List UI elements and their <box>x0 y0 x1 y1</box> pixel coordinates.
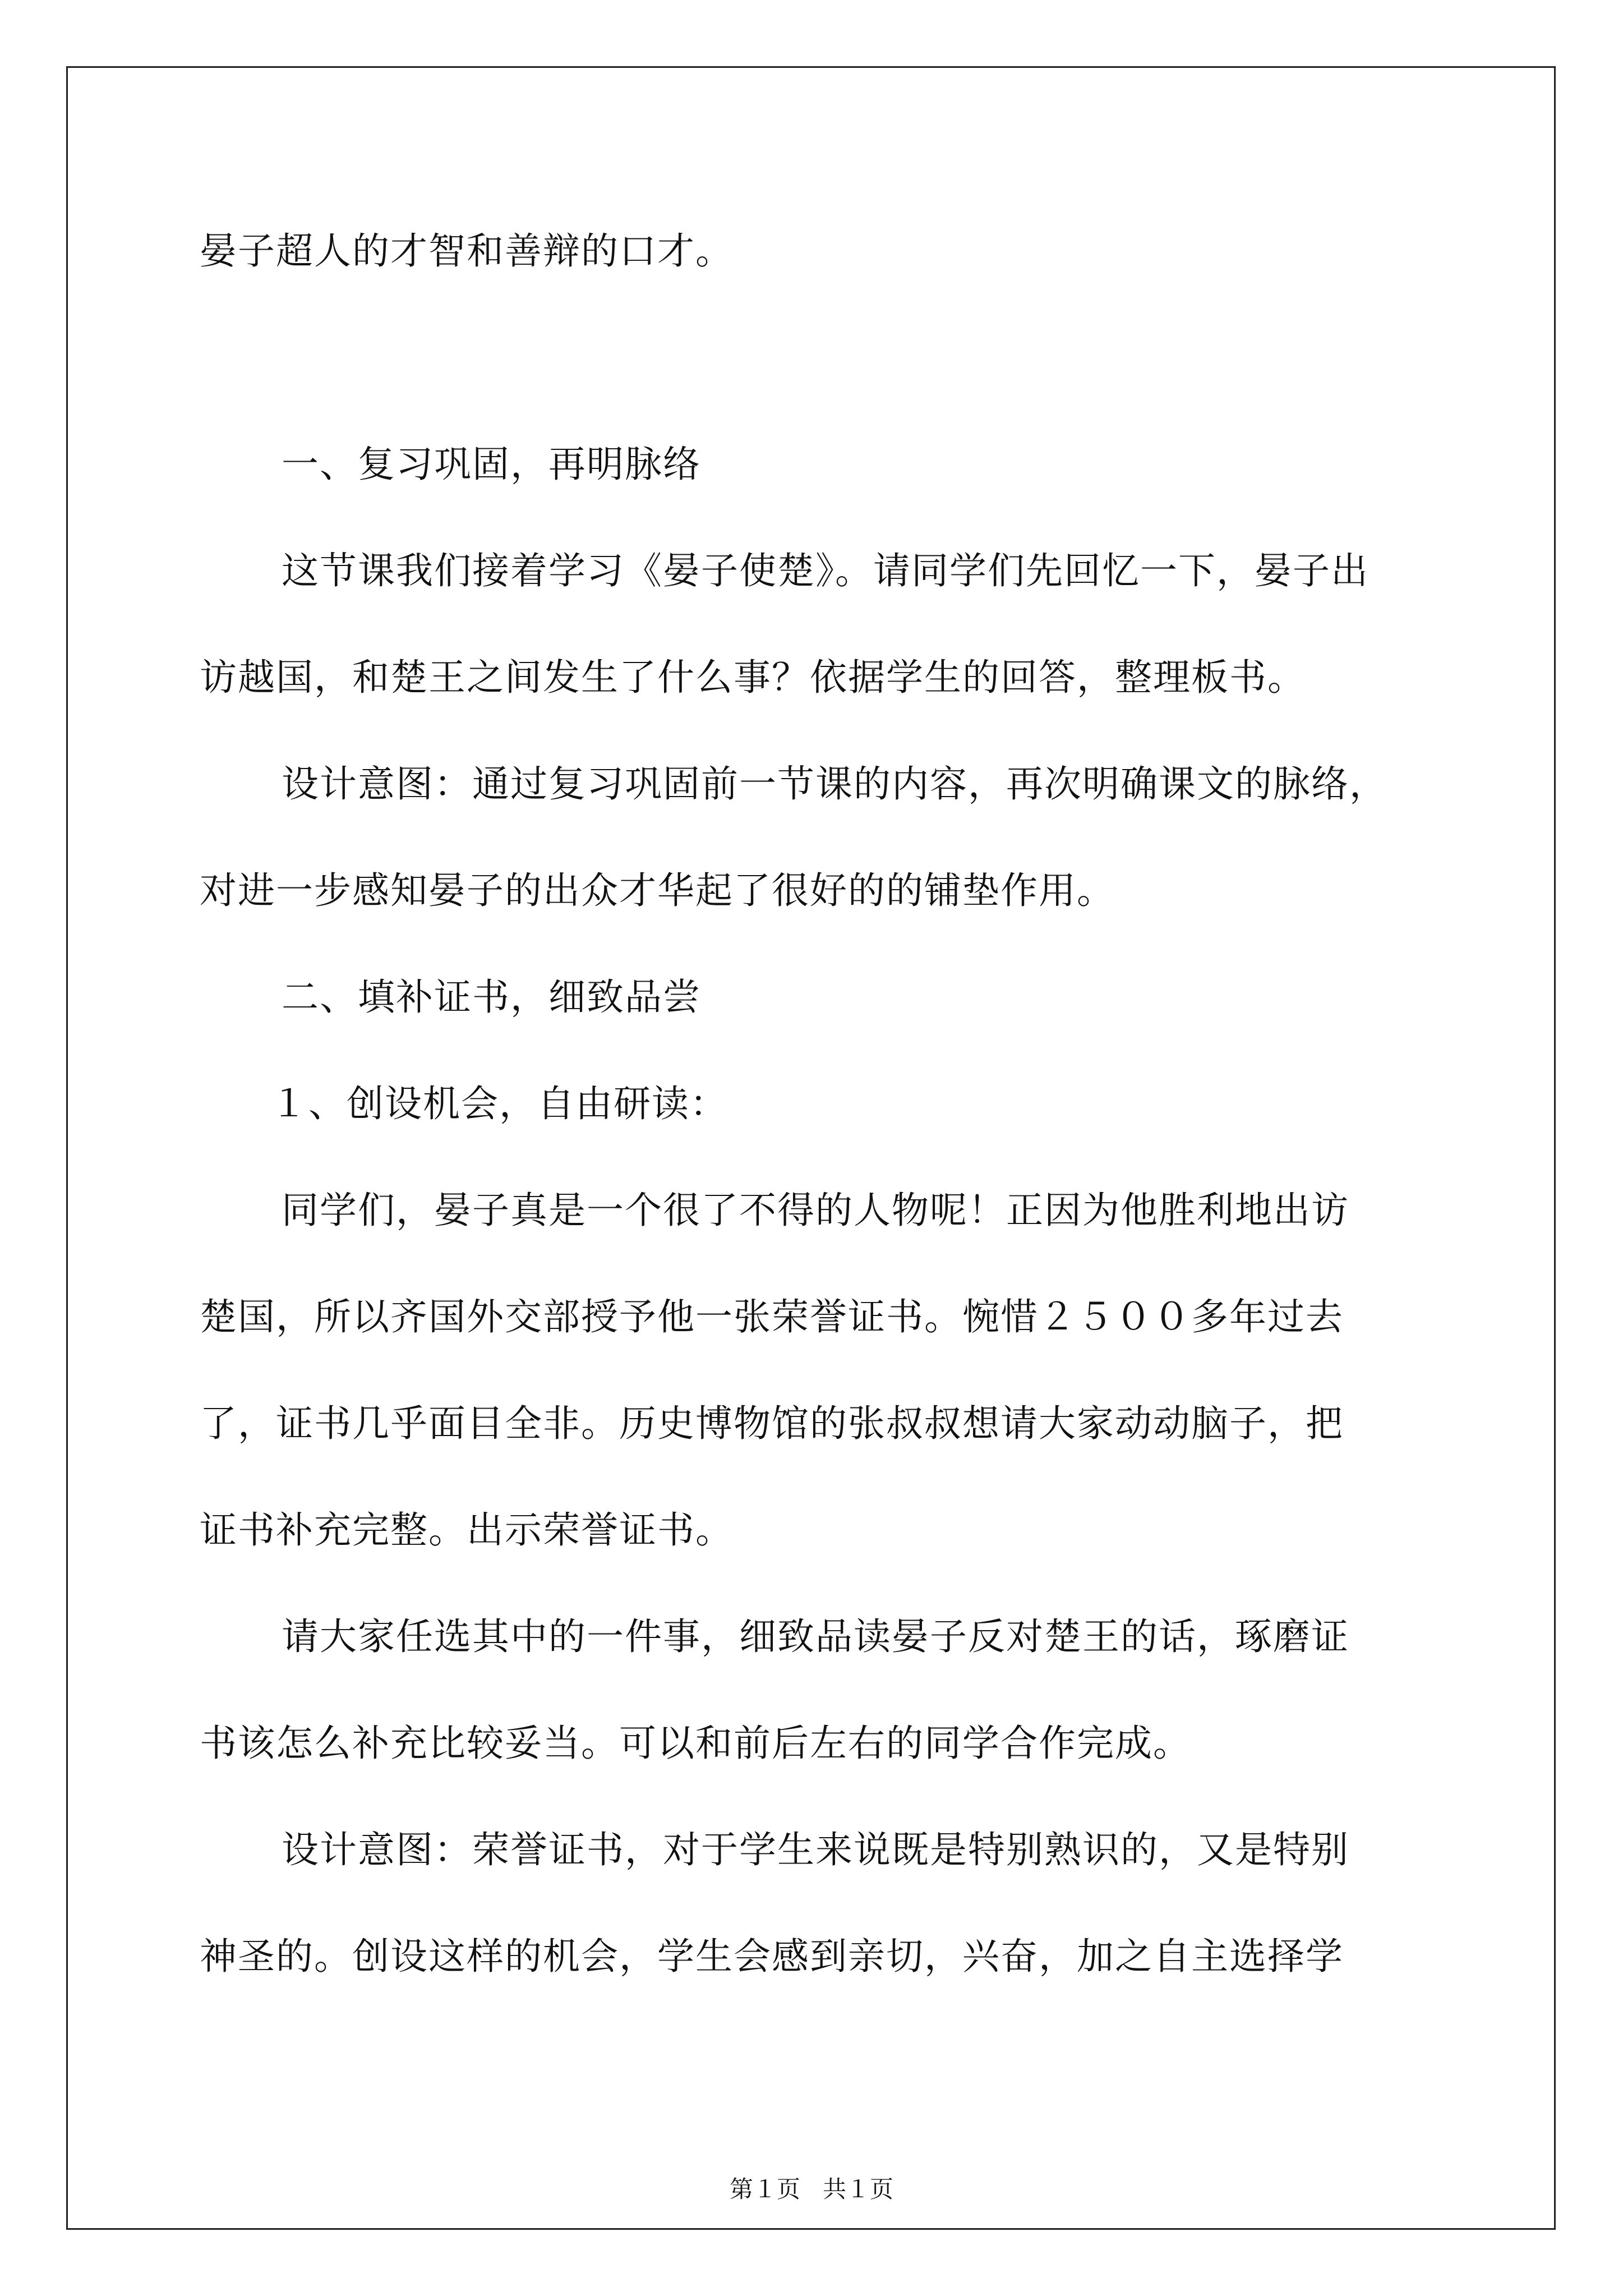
text-line: 这节课我们接着学习《晏子使楚》。请同学们先回忆一下，晏子出 <box>282 549 1369 592</box>
text-line: 书该怎么补充比较妥当。可以和前后左右的同学合作完成。 <box>200 1722 1191 1765</box>
section-heading: 一、复习巩固，再明脉络 <box>282 443 701 486</box>
text-line: 对进一步感知晏子的出众才华起了很好的的铺垫作用。 <box>200 869 1115 912</box>
page-border <box>66 66 1556 2230</box>
text-line: 晏子超人的才智和善辩的口才。 <box>200 229 734 273</box>
subsection-heading: １、创设机会，自由研读： <box>270 1082 728 1125</box>
text-line: 楚国，所以齐国外交部授予他一张荣誉证书。惋惜２５００多年过去 <box>200 1295 1344 1338</box>
text-line: 同学们，晏子真是一个很了不得的人物呢！正因为他胜利地出访 <box>282 1189 1349 1232</box>
text-line: 访越国，和楚王之间发生了什么事？依据学生的回答，整理板书。 <box>200 656 1306 699</box>
text-line: 请大家任选其中的一件事，细致品读晏子反对楚王的话，琢磨证 <box>282 1615 1349 1658</box>
text-line: 了，证书几乎面目全非。历史博物馆的张叔叔想请大家动动脑子，把 <box>200 1402 1344 1445</box>
text-line: 设计意图：通过复习巩固前一节课的内容，再次明确课文的脉络， <box>282 762 1387 806</box>
text-line: 证书补充完整。出示荣誉证书。 <box>200 1508 734 1552</box>
text-line: 神圣的。创设这样的机会，学生会感到亲切，兴奋，加之自主选择学 <box>200 1935 1344 1978</box>
text-line: 设计意图：荣誉证书，对于学生来说既是特别熟识的，又是特别 <box>282 1828 1349 1871</box>
section-heading: 二、填补证书，细致品尝 <box>282 976 701 1019</box>
page-number-footer: 第１页 共１页 <box>729 2175 894 2203</box>
